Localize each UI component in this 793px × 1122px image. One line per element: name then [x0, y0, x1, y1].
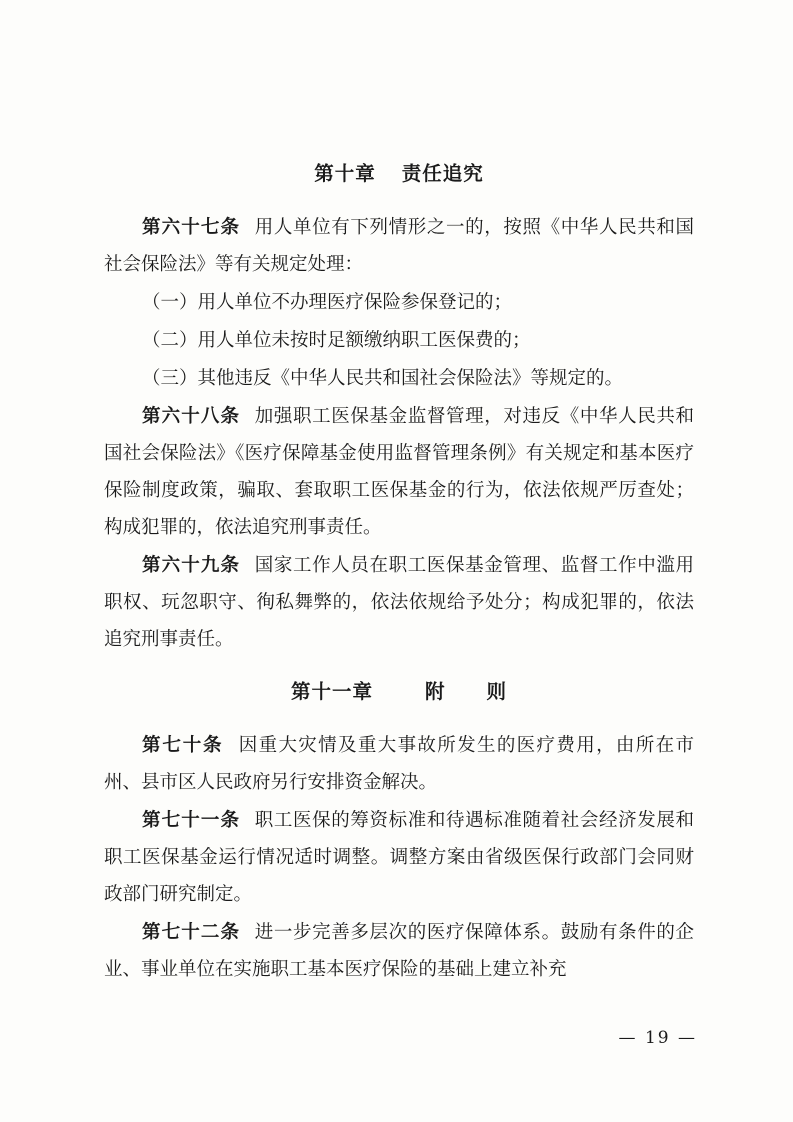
article-69-lead: 第六十九条 — [142, 555, 241, 577]
article-70-text: 因重大灾情及重大事故所发生的医疗费用，由所在市州、县市区人民政府另行安排资金解决。 — [104, 735, 694, 794]
article-71-paragraph — [104, 802, 694, 913]
article-67-item-1-text: （一）用人单位不办理医疗保险参保登记的； — [142, 292, 513, 314]
chapter-heading-10-sub: 责任追究 — [401, 162, 484, 185]
article-71-lead: 第七十一条 — [142, 810, 241, 832]
chapter-heading-10-main: 第十章 — [314, 162, 376, 185]
page-number: — 19 — — [618, 1028, 697, 1048]
chapter-heading-11 — [104, 676, 694, 707]
article-68-text: 加强职工医保基金监督管理，对违反《中华人民共和国社会保险法》《医疗保障基金使用监督管理条例》有关规定和基本医疗保险制度政策，骗取、套取职工医保基金的行为，依法依规严厉查处；构成犯罪的，依法追究刑事责任。 — [104, 406, 694, 539]
article-69-paragraph — [104, 547, 694, 658]
article-68-paragraph — [104, 398, 694, 546]
article-67-item-2 — [104, 322, 694, 359]
article-67-item-2-text: （二）用人单位未按时足额缴纳职工医保费的； — [142, 330, 531, 352]
article-68-lead: 第六十八条 — [142, 406, 241, 428]
article-72-paragraph — [104, 914, 694, 988]
article-67-text: 用人单位有下列情形之一的，按照《中华人民共和国社会保险法》等有关规定处理： — [104, 217, 694, 276]
article-67-paragraph — [104, 209, 694, 283]
article-72-text: 进一步完善多层次的医疗保障体系。鼓励有条件的企业、事业单位在实施职工基本医疗保险的基础上建立补充 — [104, 922, 694, 981]
article-67-item-3 — [104, 360, 694, 397]
article-70-lead: 第七十条 — [142, 735, 224, 757]
article-71-text: 职工医保的筹资标准和待遇标准随着社会经济发展和职工医保基金运行情况适时调整。调整方案由省级医保行政部门会同财政部门研究制定。 — [104, 810, 694, 906]
document-body — [104, 140, 694, 989]
article-67-item-1 — [104, 284, 694, 321]
article-67-lead: 第六十七条 — [142, 217, 241, 239]
article-69-text: 国家工作人员在职工医保基金管理、监督工作中滥用职权、玩忽职守、徇私舞弊的，依法依规给予处分；构成犯罪的，依法追究刑事责任。 — [104, 555, 694, 651]
article-72-lead: 第七十二条 — [142, 922, 241, 944]
chapter-heading-11-main: 第十一章 — [290, 680, 373, 704]
chapter-heading-11-sub: 附 则 — [425, 680, 508, 704]
article-67-item-3-text: （三）其他违反《中华人民共和国社会保险法》等规定的。 — [142, 368, 624, 390]
article-70-paragraph — [104, 727, 694, 801]
chapter-heading-10 — [104, 158, 694, 189]
